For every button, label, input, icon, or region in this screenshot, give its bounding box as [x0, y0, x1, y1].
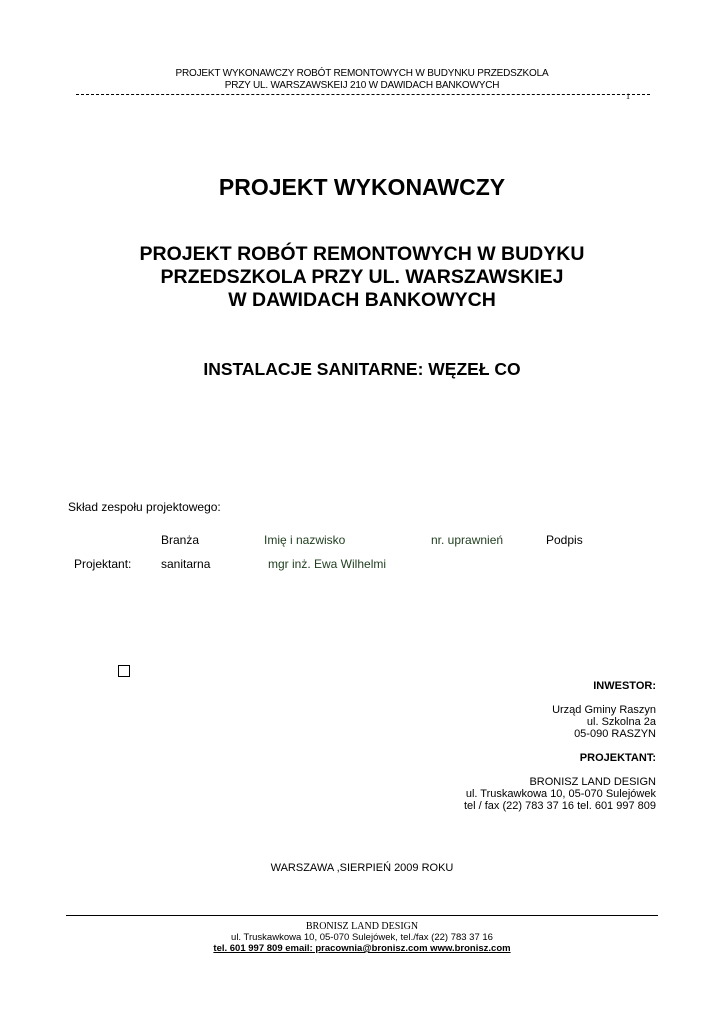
footer-address: ul. Truskawkowa 10, 05-070 Sulejówek, tel./fax (22) 783 37 16 [231, 932, 493, 943]
project-title-line-1: PROJEKT ROBÓT REMONTOWYCH W BUDYKU [139, 243, 585, 265]
checkbox[interactable] [118, 665, 130, 677]
branch-title: INSTALACJE SANITARNE: WĘZEŁ CO [203, 359, 521, 379]
document-title: PROJEKT WYKONAWCZY [218, 174, 506, 200]
footer-company: BRONISZ LAND DESIGN [305, 921, 419, 932]
header-line-1: PROJEKT WYKONAWCZY ROBÓT REMONTOWYCH W BUDYNKU PRZEDSZKOLA [175, 68, 549, 79]
investor-line-2: ul. Szkolna 2a [586, 716, 656, 728]
column-header-branch: Branża [161, 533, 200, 547]
designer-line-1: BRONISZ LAND DESIGN [529, 776, 656, 788]
investor-line-1: Urząd Gminy Raszyn [552, 704, 656, 716]
designer-line-2: ul. Truskawkowa 10, 05-070 Sulejówek [465, 788, 656, 800]
column-header-signature: Podpis [546, 533, 583, 547]
document-date: WARSZAWA ,SIERPIEŃ 2009 ROKU [270, 862, 454, 874]
designer-line-3: tel / fax (22) 783 37 16 tel. 601 997 809 [463, 800, 656, 812]
page-number: 1 [626, 92, 630, 101]
investor-line-3: 05-090 RASZYN [574, 728, 656, 740]
column-header-license: nr. uprawnień [431, 533, 504, 547]
footer-contact: tel. 601 997 809 email: pracownia@bronisz.com www.bronisz.com [213, 943, 511, 954]
project-title-line-2: PRZEDSZKOLA PRZY UL. WARSZAWSKIEJ [160, 266, 564, 288]
column-header-name: Imię i nazwisko [264, 533, 346, 547]
footer-divider [66, 915, 658, 916]
team-row-branch: sanitarna [161, 557, 211, 571]
investor-label: INWESTOR: [593, 680, 656, 692]
project-title-line-3: W DAWIDACH BANKOWYCH [228, 289, 496, 311]
team-heading: Skład zespołu projektowego: [68, 500, 221, 514]
header-line-2: PRZY UL. WARSZAWSKEIJ 210 W DAWIDACH BANKOWYCH [224, 80, 500, 91]
team-row-role: Projektant: [74, 557, 132, 571]
header-divider [76, 94, 650, 95]
team-row-name: mgr inż. Ewa Wilhelmi [268, 557, 387, 571]
designer-label: PROJEKTANT: [579, 752, 656, 764]
